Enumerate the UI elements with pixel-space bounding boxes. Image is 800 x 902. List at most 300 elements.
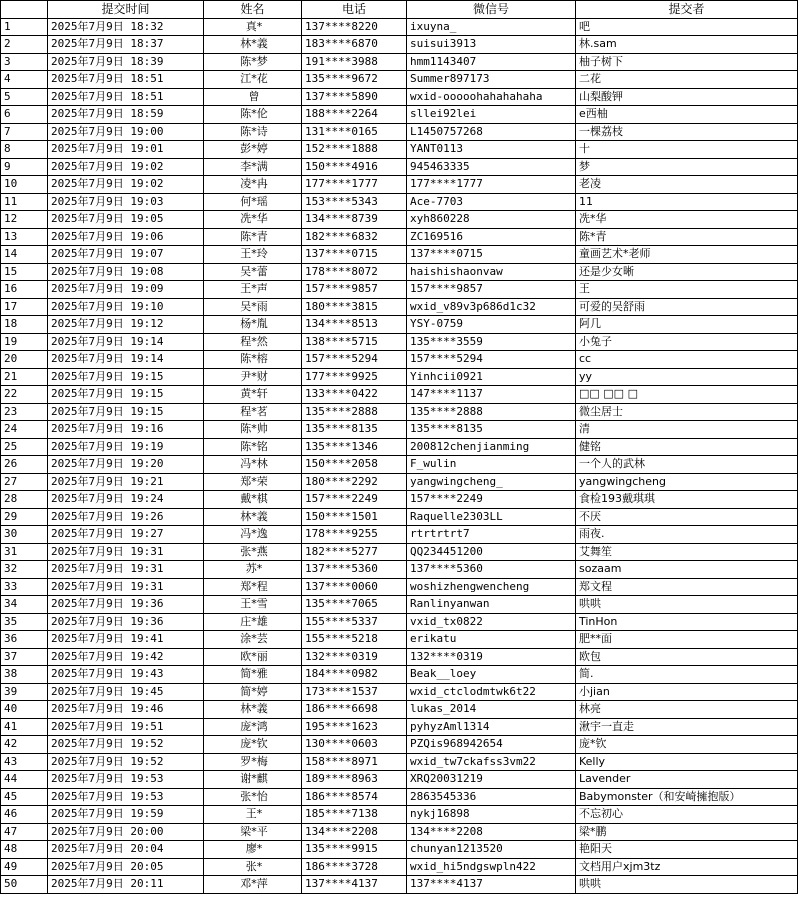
cell-name: 陈*诗 — [204, 123, 302, 141]
cell-submitter: 雨夜. — [576, 526, 798, 544]
table-row — [1, 298, 798, 316]
cell-name: 王*玲 — [204, 246, 302, 264]
cell-name: 陈*梦 — [204, 53, 302, 71]
cell-wechat: wxid-ooooohahahahaha — [407, 88, 576, 106]
cell-phone: 155****5337 — [302, 613, 407, 631]
cell-submit-time: 2025年7月9日 20:05 — [48, 858, 204, 876]
cell-wechat: wxid_hi5ndgswpln422 — [407, 858, 576, 876]
cell-wechat: Beak__loey — [407, 666, 576, 684]
cell-index: 15 — [1, 263, 48, 281]
cell-index: 24 — [1, 421, 48, 439]
cell-index: 45 — [1, 788, 48, 806]
cell-name: 戴*棋 — [204, 491, 302, 509]
cell-name: 林*義 — [204, 36, 302, 54]
table-row — [1, 36, 798, 54]
cell-phone: 137****8220 — [302, 18, 407, 36]
cell-submitter: 不忘初心 — [576, 806, 798, 824]
cell-index: 28 — [1, 491, 48, 509]
table-row — [1, 211, 798, 229]
cell-index: 31 — [1, 543, 48, 561]
cell-submit-time: 2025年7月9日 18:39 — [48, 53, 204, 71]
cell-index: 32 — [1, 561, 48, 579]
cell-submitter: 文档用户xjm3tz — [576, 858, 798, 876]
cell-phone: 137****0715 — [302, 246, 407, 264]
cell-wechat: QQ234451200 — [407, 543, 576, 561]
cell-submitter: 小兔子 — [576, 333, 798, 351]
cell-wechat: xyh860228 — [407, 211, 576, 229]
table-row — [1, 491, 798, 509]
table-row — [1, 648, 798, 666]
cell-phone: 135****7065 — [302, 596, 407, 614]
cell-submitter: 王 — [576, 281, 798, 299]
cell-submit-time: 2025年7月9日 19:03 — [48, 193, 204, 211]
col-header-index — [1, 1, 48, 19]
cell-submitter: 可爱的吴舒雨 — [576, 298, 798, 316]
cell-phone: 184****0982 — [302, 666, 407, 684]
cell-submit-time: 2025年7月9日 19:00 — [48, 123, 204, 141]
cell-submitter: 林亮 — [576, 701, 798, 719]
cell-wechat: suisui3913 — [407, 36, 576, 54]
cell-phone: 133****0422 — [302, 386, 407, 404]
cell-submitter: 简. — [576, 666, 798, 684]
cell-submit-time: 2025年7月9日 19:53 — [48, 771, 204, 789]
cell-wechat: 137****4137 — [407, 876, 576, 894]
cell-submit-time: 2025年7月9日 19:14 — [48, 351, 204, 369]
table-row — [1, 631, 798, 649]
cell-wechat: vxid_tx0822 — [407, 613, 576, 631]
cell-wechat: 137****5360 — [407, 561, 576, 579]
cell-submit-time: 2025年7月9日 19:21 — [48, 473, 204, 491]
cell-submit-time: 2025年7月9日 19:15 — [48, 386, 204, 404]
table-row — [1, 701, 798, 719]
cell-index: 25 — [1, 438, 48, 456]
cell-name: 庞*鸿 — [204, 718, 302, 736]
cell-name: 张*燕 — [204, 543, 302, 561]
cell-wechat: 135****3559 — [407, 333, 576, 351]
cell-name: 黄*轩 — [204, 386, 302, 404]
cell-name: 李*满 — [204, 158, 302, 176]
cell-submitter: sozaam — [576, 561, 798, 579]
cell-index: 16 — [1, 281, 48, 299]
cell-index: 34 — [1, 596, 48, 614]
table-row — [1, 281, 798, 299]
cell-phone: 178****8072 — [302, 263, 407, 281]
cell-submitter: 清 — [576, 421, 798, 439]
cell-submitter: 艳阳天 — [576, 841, 798, 859]
cell-name: 尹*财 — [204, 368, 302, 386]
table-row — [1, 106, 798, 124]
cell-phone: 157****2249 — [302, 491, 407, 509]
table-row — [1, 123, 798, 141]
cell-index: 27 — [1, 473, 48, 491]
cell-phone: 185****7138 — [302, 806, 407, 824]
cell-submit-time: 2025年7月9日 19:53 — [48, 788, 204, 806]
cell-wechat: ixuyna_ — [407, 18, 576, 36]
table-row — [1, 176, 798, 194]
cell-name: 江*花 — [204, 71, 302, 89]
cell-index: 1 — [1, 18, 48, 36]
cell-name: 彭*婷 — [204, 141, 302, 159]
table-body — [1, 18, 798, 893]
header-row — [1, 1, 798, 19]
cell-submitter: Lavender — [576, 771, 798, 789]
cell-phone: 189****8963 — [302, 771, 407, 789]
cell-submitter: Kelly — [576, 753, 798, 771]
cell-name: 陈*榕 — [204, 351, 302, 369]
cell-name: 林*義 — [204, 508, 302, 526]
cell-phone: 186****3728 — [302, 858, 407, 876]
cell-name: 林*義 — [204, 701, 302, 719]
cell-phone: 186****8574 — [302, 788, 407, 806]
cell-submit-time: 2025年7月9日 19:36 — [48, 596, 204, 614]
cell-name: 陈*伦 — [204, 106, 302, 124]
table-row — [1, 421, 798, 439]
cell-submitter: 小jian — [576, 683, 798, 701]
cell-index: 22 — [1, 386, 48, 404]
cell-name: 陈*帅 — [204, 421, 302, 439]
cell-submit-time: 2025年7月9日 19:43 — [48, 666, 204, 684]
cell-index: 41 — [1, 718, 48, 736]
cell-wechat: Ranlinyanwan — [407, 596, 576, 614]
cell-submitter: 老凌 — [576, 176, 798, 194]
cell-name: 何*瑶 — [204, 193, 302, 211]
table-row — [1, 666, 798, 684]
cell-wechat: 157****5294 — [407, 351, 576, 369]
col-header-wechat: 微信号 — [407, 1, 576, 19]
cell-submit-time: 2025年7月9日 19:05 — [48, 211, 204, 229]
cell-submit-time: 2025年7月9日 19:27 — [48, 526, 204, 544]
cell-index: 12 — [1, 211, 48, 229]
cell-index: 43 — [1, 753, 48, 771]
table-row — [1, 683, 798, 701]
cell-wechat: 945463335 — [407, 158, 576, 176]
cell-wechat: YANT0113 — [407, 141, 576, 159]
cell-submit-time: 2025年7月9日 19:06 — [48, 228, 204, 246]
cell-submit-time: 2025年7月9日 18:32 — [48, 18, 204, 36]
cell-submitter: 山梨酸钾 — [576, 88, 798, 106]
cell-submitter: 一个人的武林 — [576, 456, 798, 474]
cell-submit-time: 2025年7月9日 19:09 — [48, 281, 204, 299]
table-row — [1, 613, 798, 631]
cell-index: 3 — [1, 53, 48, 71]
cell-index: 14 — [1, 246, 48, 264]
cell-phone: 137****0060 — [302, 578, 407, 596]
cell-index: 23 — [1, 403, 48, 421]
cell-name: 郑*程 — [204, 578, 302, 596]
cell-phone: 173****1537 — [302, 683, 407, 701]
cell-wechat: rtrtrtrt7 — [407, 526, 576, 544]
cell-submit-time: 2025年7月9日 19:52 — [48, 736, 204, 754]
cell-index: 18 — [1, 316, 48, 334]
cell-name: 陈*铭 — [204, 438, 302, 456]
cell-phone: 135****8135 — [302, 421, 407, 439]
cell-wechat: F_wulin — [407, 456, 576, 474]
cell-phone: 180****2292 — [302, 473, 407, 491]
cell-submit-time: 2025年7月9日 20:04 — [48, 841, 204, 859]
table-row — [1, 858, 798, 876]
table-row — [1, 403, 798, 421]
cell-phone: 138****5715 — [302, 333, 407, 351]
table-row — [1, 158, 798, 176]
table-row — [1, 438, 798, 456]
cell-name: 陈*青 — [204, 228, 302, 246]
cell-index: 47 — [1, 823, 48, 841]
cell-name: 程*然 — [204, 333, 302, 351]
cell-phone: 152****1888 — [302, 141, 407, 159]
cell-submitter: 林.sam — [576, 36, 798, 54]
cell-phone: 188****2264 — [302, 106, 407, 124]
cell-submitter: 冼*华 — [576, 211, 798, 229]
cell-submit-time: 2025年7月9日 19:10 — [48, 298, 204, 316]
table-row — [1, 316, 798, 334]
cell-submitter: 陈*青 — [576, 228, 798, 246]
cell-wechat: yangwingcheng_ — [407, 473, 576, 491]
cell-submit-time: 2025年7月9日 19:14 — [48, 333, 204, 351]
cell-submitter: □□ □□ □ — [576, 386, 798, 404]
cell-index: 48 — [1, 841, 48, 859]
cell-submit-time: 2025年7月9日 19:20 — [48, 456, 204, 474]
cell-submit-time: 2025年7月9日 19:07 — [48, 246, 204, 264]
cell-name: 谢*麒 — [204, 771, 302, 789]
cell-name: 吴*雨 — [204, 298, 302, 316]
cell-index: 5 — [1, 88, 48, 106]
cell-submit-time: 2025年7月9日 19:15 — [48, 403, 204, 421]
cell-wechat: 177****1777 — [407, 176, 576, 194]
cell-phone: 177****1777 — [302, 176, 407, 194]
cell-submit-time: 2025年7月9日 19:16 — [48, 421, 204, 439]
cell-wechat: Summer897173 — [407, 71, 576, 89]
cell-index: 35 — [1, 613, 48, 631]
table-row — [1, 753, 798, 771]
cell-phone: 137****5890 — [302, 88, 407, 106]
cell-submit-time: 2025年7月9日 18:37 — [48, 36, 204, 54]
cell-name: 庞*钦 — [204, 736, 302, 754]
col-header-phone: 电话 — [302, 1, 407, 19]
cell-submitter: 欧包 — [576, 648, 798, 666]
col-header-submitter: 提交者 — [576, 1, 798, 19]
cell-submitter: cc — [576, 351, 798, 369]
cell-index: 37 — [1, 648, 48, 666]
cell-submitter: 11 — [576, 193, 798, 211]
cell-wechat: Ace-7703 — [407, 193, 576, 211]
cell-submit-time: 2025年7月9日 20:00 — [48, 823, 204, 841]
cell-wechat: 2863545336 — [407, 788, 576, 806]
cell-wechat: wxid_v89v3p686d1c32 — [407, 298, 576, 316]
cell-index: 17 — [1, 298, 48, 316]
cell-phone: 137****5360 — [302, 561, 407, 579]
table-row — [1, 473, 798, 491]
cell-submitter: e西柚 — [576, 106, 798, 124]
cell-wechat: 157****2249 — [407, 491, 576, 509]
cell-submit-time: 2025年7月9日 19:41 — [48, 631, 204, 649]
cell-wechat: ZC169516 — [407, 228, 576, 246]
cell-name: 简*婷 — [204, 683, 302, 701]
cell-submit-time: 2025年7月9日 19:12 — [48, 316, 204, 334]
table-row — [1, 578, 798, 596]
cell-phone: 134****8739 — [302, 211, 407, 229]
cell-name: 邓*萍 — [204, 876, 302, 894]
cell-wechat: Yinhcii0921 — [407, 368, 576, 386]
cell-phone: 131****0165 — [302, 123, 407, 141]
col-header-name: 姓名 — [204, 1, 302, 19]
cell-wechat: 137****0715 — [407, 246, 576, 264]
cell-index: 21 — [1, 368, 48, 386]
cell-submitter: 阿几 — [576, 316, 798, 334]
cell-submit-time: 2025年7月9日 19:31 — [48, 561, 204, 579]
cell-wechat: nykj16898 — [407, 806, 576, 824]
cell-submit-time: 2025年7月9日 19:26 — [48, 508, 204, 526]
cell-index: 36 — [1, 631, 48, 649]
cell-index: 49 — [1, 858, 48, 876]
table-row — [1, 88, 798, 106]
cell-name: 涂*芸 — [204, 631, 302, 649]
cell-phone: 186****6698 — [302, 701, 407, 719]
cell-submit-time: 2025年7月9日 19:24 — [48, 491, 204, 509]
cell-phone: 183****6870 — [302, 36, 407, 54]
table-row — [1, 333, 798, 351]
table-row — [1, 526, 798, 544]
table-row — [1, 368, 798, 386]
cell-wechat: wxid_ctclodmtwk6t22 — [407, 683, 576, 701]
cell-index: 13 — [1, 228, 48, 246]
cell-submitter: 还是少女晰 — [576, 263, 798, 281]
cell-submitter: 吧 — [576, 18, 798, 36]
cell-name: 吴*蕾 — [204, 263, 302, 281]
cell-phone: 191****3988 — [302, 53, 407, 71]
cell-wechat: 132****0319 — [407, 648, 576, 666]
cell-submit-time: 2025年7月9日 19:46 — [48, 701, 204, 719]
cell-index: 50 — [1, 876, 48, 894]
cell-name: 程*茗 — [204, 403, 302, 421]
cell-submitter: 梦 — [576, 158, 798, 176]
cell-index: 38 — [1, 666, 48, 684]
cell-name: 庄*雄 — [204, 613, 302, 631]
cell-phone: 135****9915 — [302, 841, 407, 859]
table-row — [1, 71, 798, 89]
table-row — [1, 561, 798, 579]
cell-submit-time: 2025年7月9日 19:52 — [48, 753, 204, 771]
cell-submitter: 二花 — [576, 71, 798, 89]
cell-index: 33 — [1, 578, 48, 596]
cell-wechat: L1450757268 — [407, 123, 576, 141]
table-row — [1, 263, 798, 281]
cell-index: 29 — [1, 508, 48, 526]
cell-submit-time: 2025年7月9日 19:08 — [48, 263, 204, 281]
cell-wechat: pyhyzAml1314 — [407, 718, 576, 736]
cell-phone: 135****2888 — [302, 403, 407, 421]
cell-index: 6 — [1, 106, 48, 124]
table-row — [1, 228, 798, 246]
cell-submitter: yangwingcheng — [576, 473, 798, 491]
cell-submit-time: 2025年7月9日 19:02 — [48, 176, 204, 194]
cell-submit-time: 2025年7月9日 19:01 — [48, 141, 204, 159]
table-row — [1, 736, 798, 754]
cell-phone: 155****5218 — [302, 631, 407, 649]
cell-wechat: haishishaonvaw — [407, 263, 576, 281]
cell-submit-time: 2025年7月9日 19:36 — [48, 613, 204, 631]
cell-phone: 137****4137 — [302, 876, 407, 894]
cell-submitter: 湫宇一直走 — [576, 718, 798, 736]
table-row — [1, 141, 798, 159]
cell-submitter: Babymonster（和安崎擁抱版） — [576, 788, 798, 806]
cell-name: 廖* — [204, 841, 302, 859]
cell-submitter: TinHon — [576, 613, 798, 631]
cell-name: 杨*胤 — [204, 316, 302, 334]
cell-index: 7 — [1, 123, 48, 141]
cell-submitter: 不厌 — [576, 508, 798, 526]
cell-index: 10 — [1, 176, 48, 194]
cell-name: 王* — [204, 806, 302, 824]
cell-submitter: 食检193戴琪琪 — [576, 491, 798, 509]
table-row — [1, 596, 798, 614]
cell-index: 2 — [1, 36, 48, 54]
table-row — [1, 806, 798, 824]
cell-submitter: 微尘居士 — [576, 403, 798, 421]
cell-submit-time: 2025年7月9日 18:51 — [48, 88, 204, 106]
cell-wechat: 134****2208 — [407, 823, 576, 841]
table-row — [1, 543, 798, 561]
cell-name: 简*雅 — [204, 666, 302, 684]
cell-phone: 135****9672 — [302, 71, 407, 89]
cell-submit-time: 2025年7月9日 19:42 — [48, 648, 204, 666]
col-header-submit-time: 提交时间 — [48, 1, 204, 19]
cell-index: 40 — [1, 701, 48, 719]
table-row — [1, 351, 798, 369]
cell-phone: 177****9925 — [302, 368, 407, 386]
cell-name: 真* — [204, 18, 302, 36]
cell-submitter: 肥**面 — [576, 631, 798, 649]
cell-submitter: 十 — [576, 141, 798, 159]
cell-phone: 132****0319 — [302, 648, 407, 666]
cell-submitter: yy — [576, 368, 798, 386]
cell-submit-time: 2025年7月9日 19:15 — [48, 368, 204, 386]
table-row — [1, 508, 798, 526]
table-row — [1, 876, 798, 894]
cell-index: 44 — [1, 771, 48, 789]
cell-name: 凌*冉 — [204, 176, 302, 194]
cell-phone: 130****0603 — [302, 736, 407, 754]
cell-submit-time: 2025年7月9日 19:59 — [48, 806, 204, 824]
table-row — [1, 718, 798, 736]
cell-name: 欧*丽 — [204, 648, 302, 666]
cell-submitter: 庞*钦 — [576, 736, 798, 754]
cell-name: 曾 — [204, 88, 302, 106]
cell-name: 苏* — [204, 561, 302, 579]
table-row — [1, 53, 798, 71]
cell-wechat: 135****8135 — [407, 421, 576, 439]
cell-phone: 180****3815 — [302, 298, 407, 316]
cell-submit-time: 2025年7月9日 19:02 — [48, 158, 204, 176]
cell-index: 26 — [1, 456, 48, 474]
cell-index: 46 — [1, 806, 48, 824]
cell-phone: 182****6832 — [302, 228, 407, 246]
cell-index: 4 — [1, 71, 48, 89]
cell-submitter: 哄哄 — [576, 876, 798, 894]
cell-submitter: 柚子树下 — [576, 53, 798, 71]
table-row — [1, 841, 798, 859]
cell-phone: 150****2058 — [302, 456, 407, 474]
cell-submitter: 梁*鹏 — [576, 823, 798, 841]
cell-name: 张* — [204, 858, 302, 876]
table-row — [1, 823, 798, 841]
cell-index: 19 — [1, 333, 48, 351]
cell-wechat: lukas_2014 — [407, 701, 576, 719]
cell-name: 郑*荣 — [204, 473, 302, 491]
cell-index: 42 — [1, 736, 48, 754]
cell-wechat: erikatu — [407, 631, 576, 649]
cell-wechat: 147****1137 — [407, 386, 576, 404]
cell-wechat: XRQ20031219 — [407, 771, 576, 789]
